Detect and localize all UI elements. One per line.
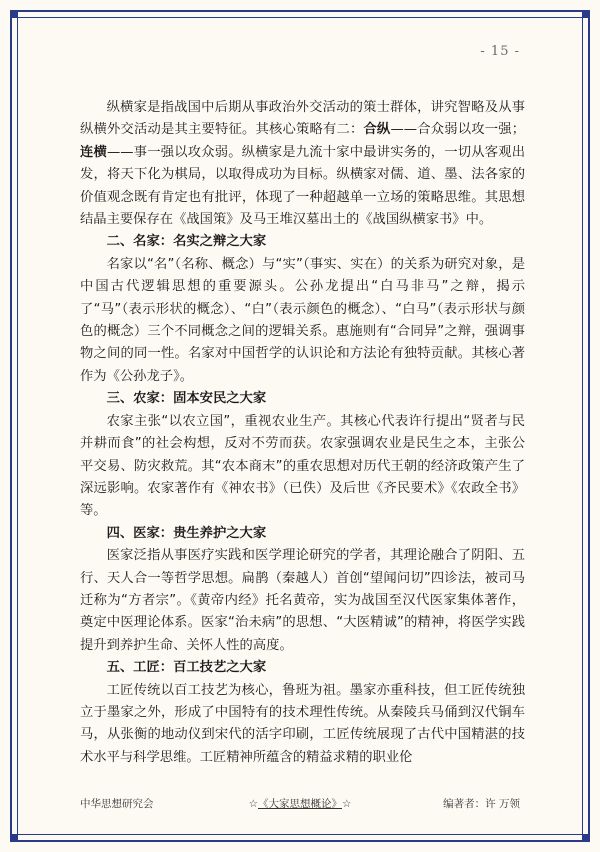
corner-ornament-bottom-left xyxy=(10,834,18,842)
star-icon: ☆ xyxy=(248,798,258,810)
zonghengjia-text-2: ——合众弱以攻一强； xyxy=(390,122,526,138)
corner-ornament-bottom-right xyxy=(582,834,590,842)
section-heading-mingjia: 二、名家：名实之辩之大家 xyxy=(106,234,267,250)
section-body-yijia: 医家泛指从事医疗实践和医学理论研究的学者，其理论融合了阴阳、五行、天人合一等哲学思想。扁鹊（秦越人）首创“望闻问切”四诊法，被司马迁称为“方者宗”。《黄帝内经》托名黄帝，实为战国至汉代医家集体著作，奠定中医理论体系。医家“治未病”的思想、“大医精诚”的精神，将医学实践提升到养护生命、关怀人性的高度。 xyxy=(80,548,525,653)
section-body-nongjia: 农家主张“以农立国”，重视农业生产。其核心代表许行提出“贤者与民并耕而食”的社会构想，反对不劳而获。农家强调农业是民生之本，主张公平交易、防灾救荒。其“农本商末”的重农思想对历代王朝的经济政策产生了深远影响。农家著作有《神农书》（已佚）及后世《齐民要术》《农政全书》等。 xyxy=(80,413,525,519)
book-title: 《大家思想概论》 xyxy=(258,798,342,810)
section-heading-gongjiang: 五、工匠：百工技艺之大家 xyxy=(106,660,267,676)
section-heading-yijia: 四、医家：贵生养护之大家 xyxy=(106,525,267,541)
zonghengjia-text-1: 纵横家是指战国中后期从事政治外交活动的策士群体，讲究智略及从事纵横外交活动是其主要特征。其核心策略有二： xyxy=(80,100,525,138)
page-number: - 15 - xyxy=(480,44,520,59)
section-heading-nongjia: 三、农家：固本安民之大家 xyxy=(106,391,267,407)
paragraph-zonghengjia xyxy=(80,97,525,231)
star-icon: ☆ xyxy=(342,798,352,810)
section-body-gongjiang: 工匠传统以百工技艺为核心，鲁班为祖。墨家亦重科技，但工匠传统独立于墨家之外，形成了中国特有的技术理性传统。从秦陵兵马俑到汉代铜车马，从张衡的地动仪到宋代的活字印刷，工匠传统展现了古代中国精湛的技术水平与科学思维。工匠精神所蕴含的精益求精的职业伦 xyxy=(80,682,525,765)
page-footer xyxy=(80,796,520,814)
corner-ornament-top-left xyxy=(10,10,18,18)
footer-author: 编著者：许 万领 xyxy=(443,798,520,810)
footer-publisher: 中华思想研究会 xyxy=(80,798,154,810)
term-hezong: 合纵 xyxy=(363,122,391,138)
zonghengjia-text-3: ——事一强以攻众弱。纵横家是九流十家中最讲实务的，一切从客观出发，将天下化为棋局，以取得成功为目标。纵横家对儒、道、墨、法各家的价值观念既有肯定也有批评，体现了一种超越单一立场的策略思维。其思想结晶主要保存在《战国策》及马王堆汉墓出土的《战国纵横家书》中。 xyxy=(80,144,526,228)
term-lianheng: 连横 xyxy=(80,144,107,160)
corner-ornament-top-right xyxy=(582,10,590,18)
page-content xyxy=(80,97,525,769)
section-body-mingjia: 名家以“名”（名称、概念）与“实”（事实、实在）的关系为研究对象，是中国古代逻辑思想的重要源头。公孙龙提出“白马非马”之辩，揭示了“马”（表示形状的概念）、“白”（表示颜色的概念）、“白马”（表示形状与颜色的概念）三个不同概念之间的逻辑关系。惠施则有“合同异”之辩，强调事物之间的同一性。名家对中国哲学的认识论和方法论有独特贡献。其核心著作为《公孙龙子》。 xyxy=(80,256,525,384)
